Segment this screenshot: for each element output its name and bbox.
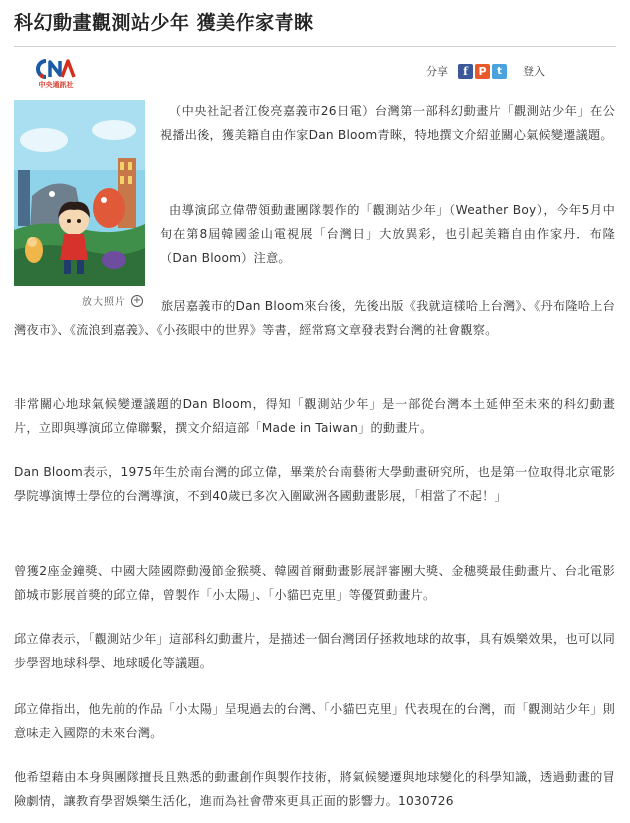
login-link[interactable]: 登入 bbox=[523, 65, 545, 78]
paragraph-4: 非常關心地球氣候變遷議題的Dan Bloom，得知「觀測站少年」是一部從台灣本土延伸至未來的科幻動畫片，立即與導演邱立偉聯繫，撰文介紹這部「Made in Taiwan」的動畫片。 bbox=[14, 397, 615, 435]
zoom-plus-icon: + bbox=[132, 294, 142, 306]
paragraph-2: 由導演邱立偉帶領動畫團隊製作的「觀測站少年」（Weather Boy），今年5月中旬在第8屆韓國釜山電視展「台灣日」大放異彩，也引起美籍自由作家丹．布隆（Dan Bloom）注意。 bbox=[160, 203, 615, 265]
paragraph-9: 他希望藉由本身與團隊擅長且熟悉的動畫創作與製作技術，將氣候變遷與地球變化的科學知識，透過動畫的冒險劇情，讓教育學習娛樂生活化，進而為社會帶來更具正面的影響力。1030726 bbox=[14, 770, 615, 808]
twitter-icon[interactable]: t bbox=[492, 64, 507, 79]
article-title: 科幻動畫觀測站少年 獲美作家青睞 bbox=[14, 12, 314, 34]
logo-text: 中央通訊社 bbox=[38, 81, 74, 89]
cna-logo-icon bbox=[36, 58, 76, 80]
article-photo[interactable] bbox=[14, 100, 145, 286]
paragraph-6: 曾獲2座金鐘獎、中國大陸國際動漫節金猴獎、韓國首爾動畫影展評審團大獎、金穗獎最佳動畫片、台北電影節城市影展首獎的邱立偉，曾製作「小太陽」、「小貓巴克里」等優質動畫片。 bbox=[14, 564, 615, 602]
paragraph-8: 邱立偉指出，他先前的作品「小太陽」呈現過去的台灣、「小貓巴克里」代表現在的台灣，而「觀測站少年」則意味走入國際的未來台灣。 bbox=[14, 702, 615, 740]
weather-boy-illustration bbox=[14, 100, 145, 286]
paragraph-7: 邱立偉表示，「觀測站少年」這部科幻動畫片，是描述一個台灣囝仔拯救地球的故事，具有娛樂效果，也可以同步學習地球科學、地球暖化等議題。 bbox=[14, 632, 615, 670]
enlarge-photo-label: 放大照片 bbox=[82, 297, 126, 308]
cna-logo[interactable] bbox=[33, 58, 79, 92]
paragraph-3: 旅居嘉義市的Dan Bloom來台後，先後出版《我就這樣哈上台灣》、《丹布隆哈上台灣夜市》、《流浪到嘉義》、《小孩眼中的世界》等書，經常寫文章發表對台灣的社會觀察。 bbox=[14, 299, 615, 337]
facebook-icon[interactable]: f bbox=[458, 64, 473, 79]
share-bar bbox=[426, 62, 545, 80]
plurk-icon[interactable]: P bbox=[475, 64, 490, 79]
paragraph-1: （中央社記者江俊亮嘉義市26日電）台灣第一部科幻動畫片「觀測站少年」在公視播出後，獲美籍自由作家Dan Bloom青睞，特地撰文介紹並關心氣候變遷議題。 bbox=[160, 104, 615, 142]
paragraph-5: Dan Bloom表示，1975年生於南台灣的邱立偉，畢業於台南藝術大學動畫研究所，也是第一位取得北京電影學院導演博士學位的台灣導演，不到40歲已多次入圍歐洲各國動畫影展，「相當了不起！」 bbox=[14, 465, 615, 503]
title-divider bbox=[14, 46, 616, 47]
share-label: 分享 bbox=[426, 65, 448, 78]
